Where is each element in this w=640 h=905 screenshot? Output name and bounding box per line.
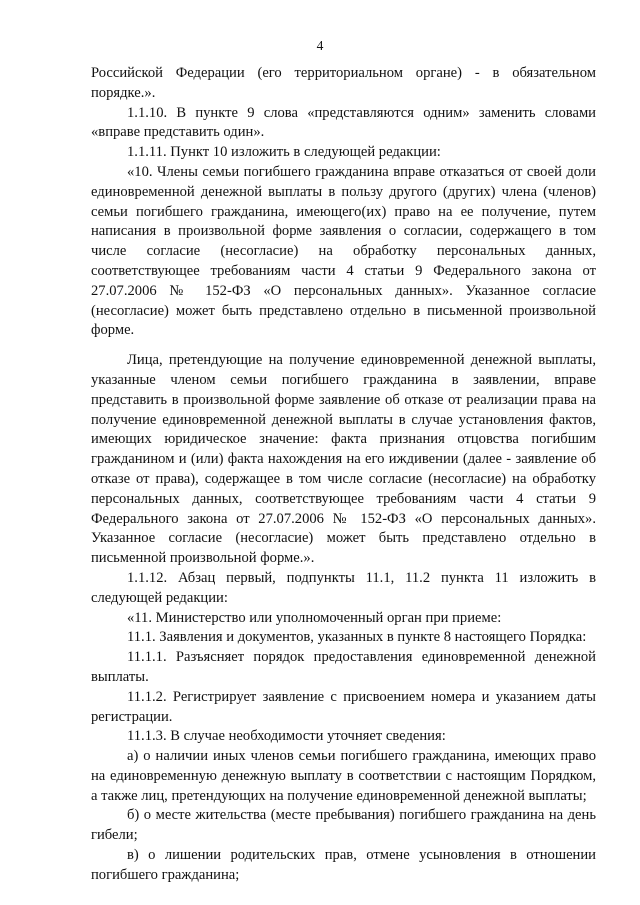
paragraph: 11.1.1. Разъясняет порядок предоставления единовременной денежной выплаты. (91, 649, 596, 685)
paragraph: «10. Члены семьи погибшего гражданина вправе отказаться от своей доли единовременной денежной выплаты в пользу другого (других) члена (членов) семьи погибшего гражданина, имеющего(их) право на ее получение, путем написания в произвольной форме заявления о согласии, содержащего в том числе согласие (несогласие) на обработку персональных данных, соответствующее требованиям части 4 статьи 9 Федерального закона от 27.07.2006 № 152-ФЗ «О персональных данных». Указанное согласие (несогласие) может быть представлено отдельно в письменной произвольной форме. (91, 163, 596, 339)
paragraph: 1.1.12. Абзац первый, подпункты 11.1, 11.2 пункта 11 изложить в следующей редакции: (91, 569, 596, 606)
paragraph: Российской Федерации (его территориальном органе) - в обязательном порядке.». (91, 65, 596, 101)
paragraph: в) о лишении родительских прав, отмене усыновления в отношении погибшего гражданина; (91, 847, 596, 883)
paragraph: «11. Министерство или уполномоченный орган при приеме: (127, 609, 502, 626)
paragraph: 11.1.3. В случае необходимости уточняет сведения: (127, 728, 446, 745)
paragraph: 1.1.10. В пункте 9 слова «представляются одним» заменить словами «вправе представить один». (91, 104, 596, 141)
paragraph: 11.1. Заявления и документов, указанных в пункте 8 настоящего Порядка: (127, 629, 587, 646)
page-number: 4 (316, 38, 324, 53)
paragraph: б) о месте жительства (месте пребывания) погибшего гражданина на день гибели; (91, 807, 596, 844)
paragraph: 11.1.2. Регистрирует заявление с присвоением номера и указанием даты регистрации. (91, 688, 596, 725)
paragraph: а) о наличии иных членов семьи погибшего гражданина, имеющих право на единовременную денежную выплату в соответствии с настоящим Порядком, а также лиц, претендующих на получение единовременной денежной выплаты; (91, 748, 596, 804)
paragraph: 1.1.11. Пункт 10 изложить в следующей редакции: (127, 144, 441, 161)
document-body (91, 64, 596, 886)
paragraph: Лица, претендующие на получение единовременной денежной выплаты, указанные членом семьи погибшего гражданина в заявлении, вправе представить в произвольной форме заявление об отказе от реализации права на получение единовременной денежной выплаты в случае установления фактов, имеющих юридическое значение: факта признания отцовства погибшим гражданином и (или) факта нахождения на его иждивении (далее - заявление об отказе от права), содержащее в том числе согласие (несогласие) на обработку персональных данных, соответствующее требованиям части 4 статьи 9 Федерального закона от 27.07.2006 № 152-ФЗ «О персональных данных». Указанное согласие (несогласие) может быть представлено отдельно в письменной произвольной форме.». (91, 352, 596, 567)
paragraph-gap (91, 341, 596, 351)
